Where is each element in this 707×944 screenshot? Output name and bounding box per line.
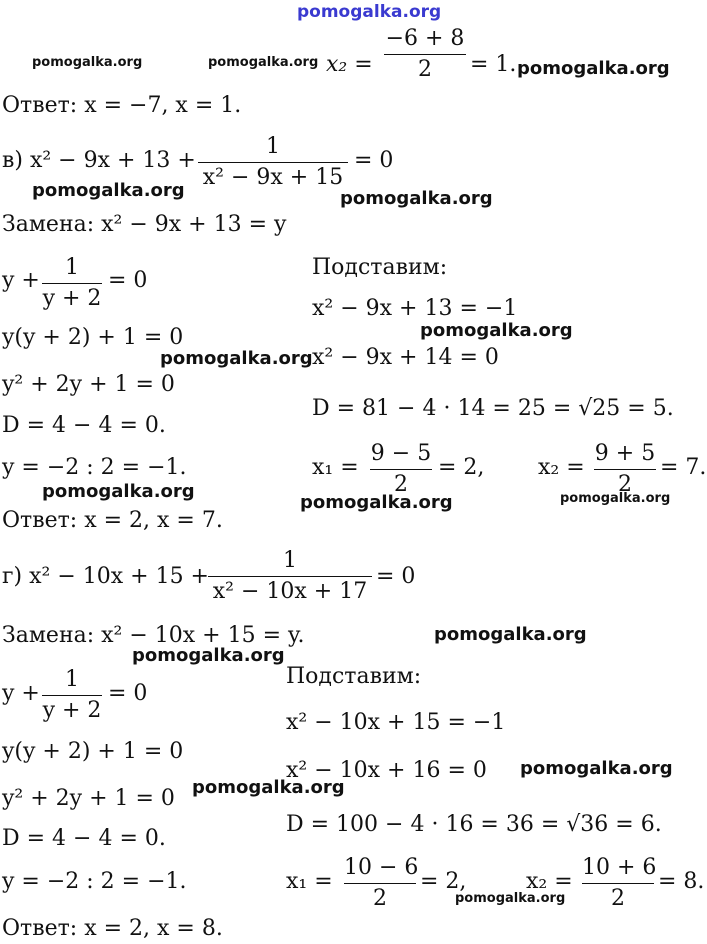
step1-v: y(y + 2) + 1 = 0	[2, 325, 184, 350]
equation-g-lhs: г) x² − 10x + 15 +	[2, 564, 209, 589]
y-eq-g-rhs: = 0	[108, 681, 148, 706]
x1-denominator-v: 2	[394, 472, 408, 497]
x2-denominator-v: 2	[618, 472, 632, 497]
watermark: pomogalka.org	[420, 320, 573, 341]
equation-g-denominator: x² − 10x + 17	[212, 579, 368, 604]
substitution-v: Замена: x² − 9x + 13 = y	[2, 212, 287, 237]
substitute-title-g: Подставим:	[286, 664, 422, 689]
watermark: pomogalka.org	[32, 55, 143, 70]
watermark: pomogalka.org	[132, 645, 285, 666]
step3-v: D = 4 − 4 = 0.	[2, 413, 166, 438]
x2-lhs-g: x₂ =	[526, 869, 573, 894]
watermark: pomogalka.org	[560, 491, 671, 506]
equation-v-rhs: = 0	[354, 148, 394, 173]
x1-lhs-g: x₁ =	[286, 869, 333, 894]
step2-v: y² + 2y + 1 = 0	[2, 372, 175, 397]
y-eq-v-denominator: y + 2	[42, 286, 102, 311]
fraction-bar	[208, 576, 372, 577]
y-eq-v-lhs: y +	[2, 268, 40, 293]
sub2-v: x² − 9x + 14 = 0	[312, 345, 499, 370]
x2-lhs-b: x₂ =	[326, 52, 373, 77]
sub2-g: x² − 10x + 16 = 0	[286, 758, 487, 783]
x2-numerator-g: 10 + 6	[582, 855, 657, 880]
x2-lhs-v: x₂ =	[538, 455, 585, 480]
y-eq-g-fraction	[42, 667, 102, 724]
x1-rhs-v: = 2,	[438, 455, 485, 480]
x2-numerator-v: 9 + 5	[594, 441, 656, 466]
watermark: pomogalka.org	[340, 188, 493, 209]
x1-denominator-g: 2	[373, 886, 387, 911]
equation-v-numerator: 1	[266, 134, 280, 159]
x2-denominator-b: 2	[418, 57, 432, 82]
sub1-v: x² − 9x + 13 = −1	[312, 296, 518, 321]
step4-g: y = −2 : 2 = −1.	[2, 869, 187, 894]
y-eq-v-numerator: 1	[65, 255, 79, 280]
sub3-v: D = 81 − 4 · 14 = 25 = √25 = 5.	[312, 396, 674, 421]
watermark: pomogalka.org	[520, 758, 673, 779]
x1-numerator-v: 9 − 5	[370, 441, 432, 466]
watermark: pomogalka.org	[192, 777, 345, 798]
fraction-bar	[582, 883, 654, 884]
fraction-bar	[384, 54, 466, 55]
watermark: pomogalka.org	[300, 492, 453, 513]
step3-g: D = 4 − 4 = 0.	[2, 826, 166, 851]
fraction-bar	[42, 283, 102, 284]
x2-fraction-g	[582, 855, 657, 912]
y-eq-g-lhs: y +	[2, 681, 40, 706]
equation-v-fraction	[198, 134, 348, 191]
fraction-bar	[594, 469, 656, 470]
watermark: pomogalka.org	[517, 58, 670, 79]
equation-v-lhs: в) x² − 9x + 13 +	[2, 148, 196, 173]
step4-v: y = −2 : 2 = −1.	[2, 455, 187, 480]
y-eq-v-fraction	[42, 255, 102, 312]
watermark-top: pomogalka.org	[297, 2, 442, 22]
x2-fraction-b	[384, 26, 466, 83]
x2-denominator-g: 2	[611, 886, 625, 911]
x1-fraction-g	[344, 855, 419, 912]
equation-g-rhs: = 0	[376, 564, 416, 589]
x2-rhs-b: = 1.	[470, 52, 517, 77]
equation-g-numerator: 1	[283, 548, 297, 573]
fraction-bar	[344, 883, 416, 884]
x2-numerator-b: −6 + 8	[385, 26, 465, 51]
x1-lhs-v: x₁ =	[312, 455, 359, 480]
sub3-g: D = 100 − 4 · 16 = 36 = √36 = 6.	[286, 812, 662, 837]
watermark: pomogalka.org	[455, 891, 566, 906]
x1-rhs-g: = 2,	[420, 869, 467, 894]
watermark: pomogalka.org	[208, 55, 319, 70]
y-eq-g-denominator: y + 2	[42, 698, 102, 723]
watermark: pomogalka.org	[42, 481, 195, 502]
equation-v-denominator: x² − 9x + 15	[202, 165, 344, 190]
answer-b: Ответ: x = −7, x = 1.	[2, 93, 242, 118]
fraction-bar	[42, 695, 102, 696]
watermark: pomogalka.org	[434, 624, 587, 645]
substitution-g: Замена: x² − 10x + 15 = y.	[2, 623, 305, 648]
equation-g-fraction	[208, 548, 372, 605]
sub1-g: x² − 10x + 15 = −1	[286, 710, 506, 735]
x2-rhs-v: = 7.	[660, 455, 707, 480]
y-eq-g-numerator: 1	[65, 667, 79, 692]
x2-rhs-g: = 8.	[658, 869, 705, 894]
y-eq-v-rhs: = 0	[108, 268, 148, 293]
x1-numerator-g: 10 − 6	[344, 855, 419, 880]
watermark: pomogalka.org	[32, 180, 185, 201]
fraction-bar	[198, 162, 348, 163]
substitute-title-v: Подставим:	[312, 255, 448, 280]
answer-v: Ответ: x = 2, x = 7.	[2, 508, 223, 533]
watermark: pomogalka.org	[160, 348, 313, 369]
step1-g: y(y + 2) + 1 = 0	[2, 739, 184, 764]
step2-g: y² + 2y + 1 = 0	[2, 786, 175, 811]
x2-fraction-v	[594, 441, 656, 498]
fraction-bar	[370, 469, 432, 470]
answer-g: Ответ: x = 2, x = 8.	[2, 916, 223, 941]
x1-fraction-v	[370, 441, 432, 498]
